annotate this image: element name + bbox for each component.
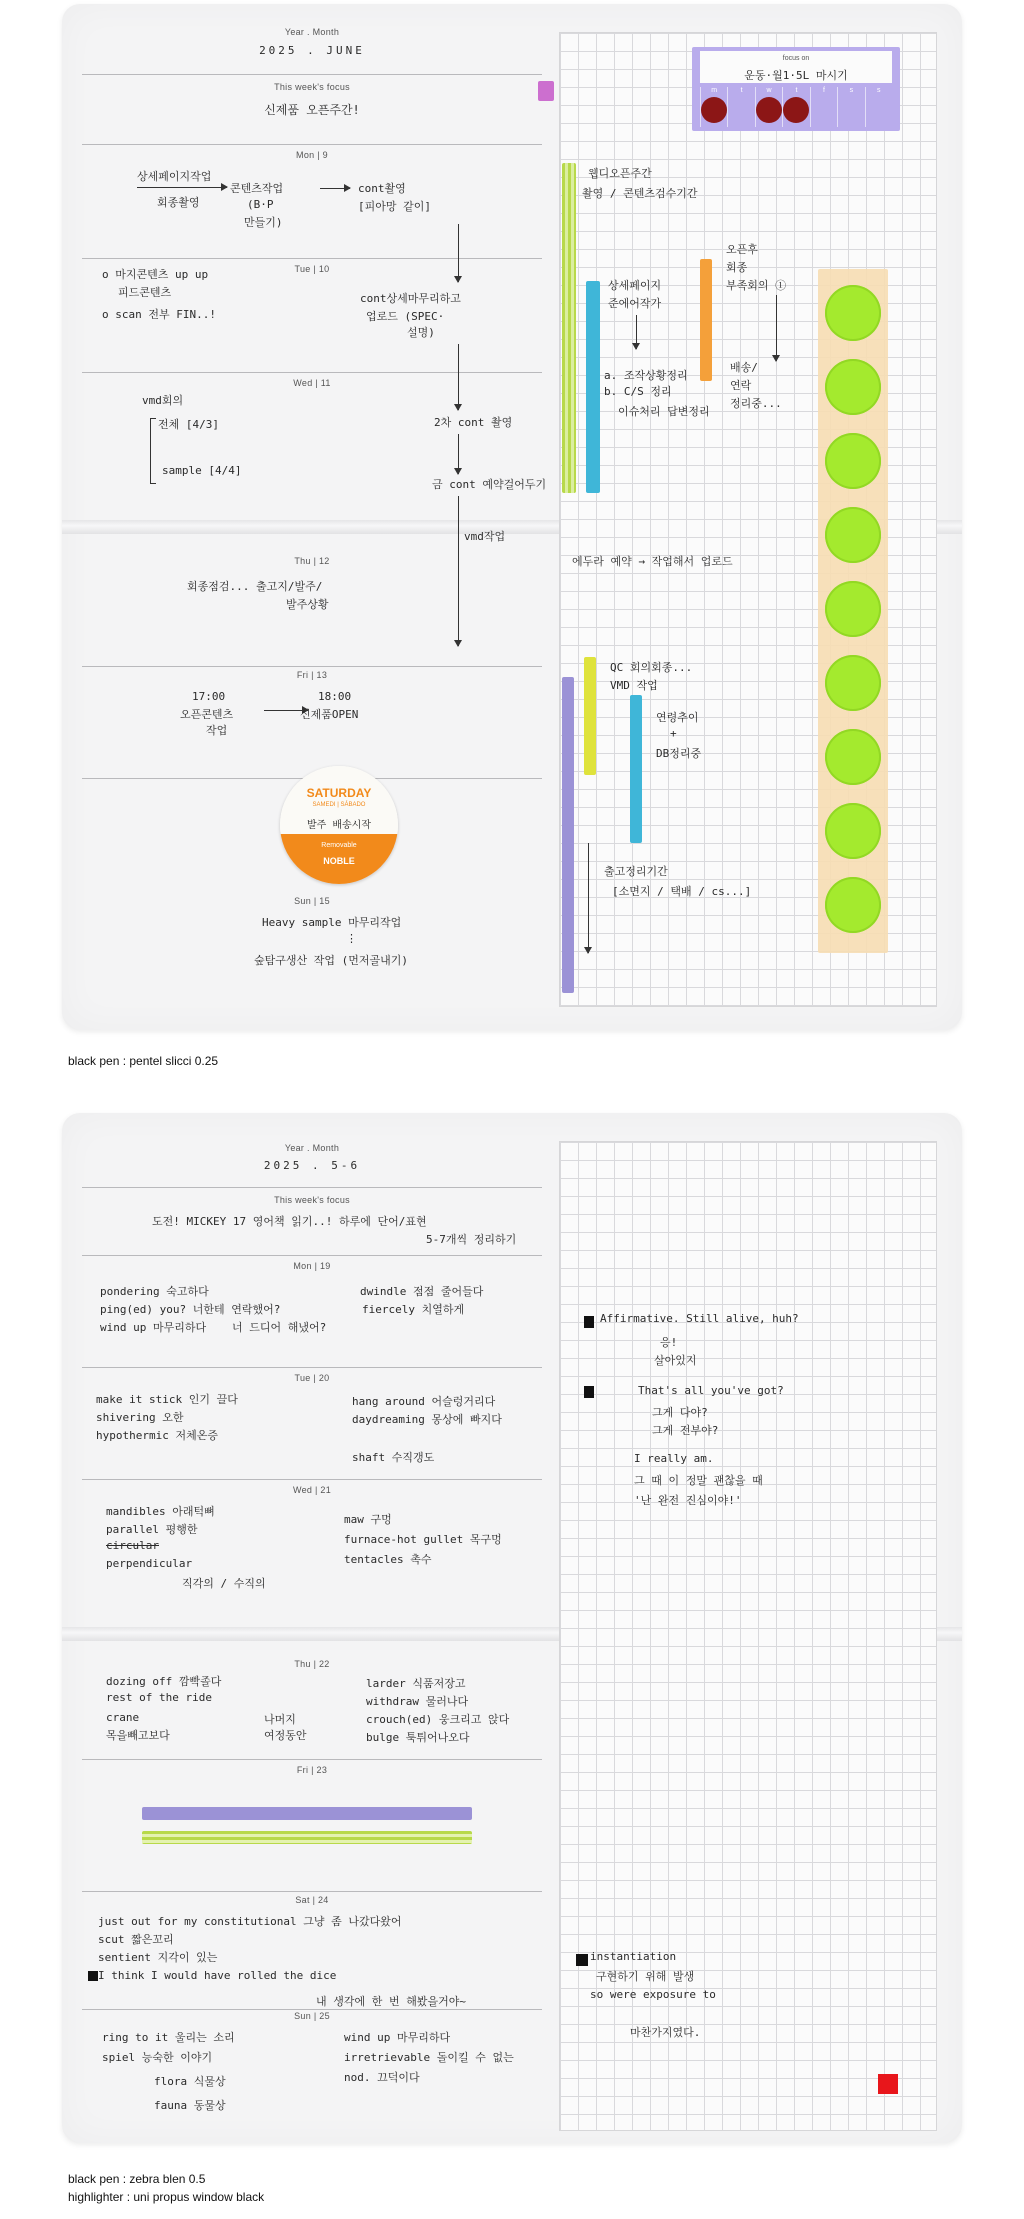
orange-tape (700, 259, 712, 381)
blue-tape (586, 281, 600, 493)
grid-note: 회종 (726, 261, 748, 274)
note: withdraw 물러나다 (366, 1695, 469, 1708)
grid-column (559, 32, 937, 1007)
note: irretrievable 돌이킬 수 없는 (344, 2051, 514, 2064)
focus-card (692, 47, 900, 131)
grid-note: 그게 전부야? (652, 1424, 719, 1437)
grid-note: 배송/ (730, 361, 758, 374)
focus-card-day-label: s (865, 87, 892, 127)
note: flora 식물상 (154, 2075, 226, 2088)
day-label-tue: Tue | 10 (294, 264, 330, 274)
lime-highlight-tape (142, 1831, 472, 1844)
grid-note: VMD 작업 (610, 679, 658, 692)
pink-tape (538, 81, 554, 101)
focus-card-day-label: t (727, 87, 754, 127)
focus-text: 도전! MICKEY 17 영어책 읽기..! 하루에 단어/표현 (152, 1215, 427, 1228)
focus-card-day-label: f (810, 87, 837, 127)
grid-note: [소면지 / 택배 / cs...] (612, 885, 752, 898)
note: spiel 능숙한 이야기 (102, 2051, 213, 2064)
note: o scan 전부 FIN..! (102, 308, 216, 321)
note: wind up 마무리하다 (344, 2031, 451, 2044)
arrow (137, 187, 227, 188)
note: ping(ed) you? 너한테 연락했어? (100, 1303, 281, 1316)
focus-card-days (700, 87, 892, 127)
divider (82, 74, 542, 75)
note: circular (106, 1539, 159, 1552)
note: 회종촬영 (157, 196, 200, 209)
focus-label: This week's focus (274, 82, 350, 92)
note: hypothermic 저체온증 (96, 1429, 218, 1442)
note: maw 구멍 (344, 1513, 392, 1526)
note: make it stick 인기 끌다 (96, 1393, 238, 1406)
focus-card-day-label: m (700, 87, 727, 127)
grid-note: 준에어작가 (608, 297, 662, 310)
arrow (458, 434, 459, 474)
note: parallel 평행한 (106, 1523, 198, 1536)
focus-card-text: 운동·월1·5L 마시기 (744, 69, 848, 82)
divider (82, 1759, 542, 1760)
red-square-marker (878, 2074, 898, 2094)
planner-photo-week-may (62, 1113, 962, 2143)
note: 오픈콘텐츠 (180, 708, 234, 721)
grid-note: 그 때 이 정말 괜찮을 때 (634, 1474, 763, 1487)
daily-column (82, 4, 552, 1030)
focus-card-day-label: w (755, 87, 782, 127)
divider (82, 1255, 542, 1256)
sticker-hand: 발주 배송시작 (307, 820, 371, 831)
note: wind up 마무리하다 (100, 1321, 207, 1334)
note: I think I would have rolled the dice (98, 1969, 337, 1982)
divider (82, 1187, 542, 1188)
divider (82, 1479, 542, 1480)
note: 내 생각에 한 번 해봤을거야~ (316, 1995, 466, 2008)
arrow (776, 295, 777, 361)
note: vmd회의 (142, 394, 184, 407)
focus-card-day-label: t (782, 87, 809, 127)
grid-note: 이슈처리 답변정리 (618, 405, 710, 418)
green-dot-sticker (825, 507, 881, 563)
note: cont상세마무리하고 (360, 292, 461, 305)
note: 피드콘텐츠 (118, 286, 172, 299)
note: vmd작업 (464, 530, 506, 543)
grid-note: 출고정리기간 (604, 865, 668, 878)
purple-highlight-tape (142, 1807, 472, 1820)
year-month-value: 2025 . JUNE (259, 44, 365, 57)
sticker-subtitle: SAMEDI | SÁBADO (312, 802, 366, 808)
arrow (458, 224, 459, 282)
grid-note: 그게 다야? (652, 1406, 708, 1419)
day-label-sat: Sat | 24 (295, 1895, 329, 1905)
note: hang around 어슬렁거리다 (352, 1395, 496, 1408)
note: shaft 수직갱도 (352, 1451, 435, 1464)
green-dot-sticker (825, 803, 881, 859)
grid-note: 에두라 예약 → 작업해서 업로드 (572, 555, 733, 568)
green-dot-sticker (825, 877, 881, 933)
focus-card-day-label: s (837, 87, 864, 127)
note: bulge 툭튀어나오다 (366, 1731, 470, 1744)
grid-note: 구현하기 위해 발생 (596, 1970, 695, 1983)
grid-note: 정리중... (730, 397, 782, 410)
check-dot (783, 97, 809, 123)
grid-note: b. C/S 정리 (604, 385, 672, 398)
arrow (636, 315, 637, 349)
note: fauna 동물상 (154, 2099, 226, 2112)
note: shivering 오한 (96, 1411, 184, 1424)
grid-note: 연락 (730, 379, 752, 392)
grid-note: 부족회의 ① (726, 279, 787, 292)
note: (B·P (247, 198, 274, 211)
green-dot-sticker (825, 729, 881, 785)
purple-tape (562, 677, 574, 993)
day-label-sun: Sun | 25 (294, 2011, 330, 2021)
note: furnace-hot gullet 목구멍 (344, 1533, 502, 1546)
grid-note: instantiation (590, 1950, 677, 1963)
note: mandibles 아래턱뼈 (106, 1505, 215, 1518)
caption-page2-line2: highlighter : uni propus window black (68, 2190, 265, 2204)
note: 여정동안 (264, 1729, 307, 1742)
bracket (150, 418, 156, 484)
divider (82, 372, 542, 373)
grid-note: 마찬가지였다. (630, 2026, 701, 2039)
grid-note: 연령추이 (656, 711, 699, 724)
note: dwindle 점점 줄어들다 (360, 1285, 484, 1298)
note: 너 드디어 해냈어? (232, 1321, 327, 1334)
note: [피아망 같이] (358, 200, 431, 213)
note: 2차 cont 촬영 (434, 416, 513, 429)
day-label-fri: Fri | 23 (296, 1765, 328, 1775)
check-dot (756, 97, 782, 123)
planner-photo-week-june (62, 4, 962, 1030)
day-label-thu: Thu | 12 (294, 556, 330, 566)
bullet-marker (584, 1386, 594, 1398)
note: 업로드 (SPEC· (366, 310, 445, 323)
caption-page1: black pen : pentel slicci 0.25 (68, 1054, 219, 1068)
green-dot-sticker (825, 433, 881, 489)
bullet-marker (88, 1971, 98, 1981)
note: larder 식품저장고 (366, 1677, 466, 1690)
note: fiercely 치열하게 (362, 1303, 465, 1316)
note: 콘텐츠작업 (230, 182, 284, 195)
note: 직각의 / 수직의 (182, 1577, 266, 1590)
grid-column (559, 1141, 937, 2131)
note: 회종점검... 출고지/발주/ (187, 580, 323, 593)
bullet-marker (584, 1316, 594, 1328)
yellow-tape (584, 657, 596, 775)
grid-note: 오픈후 (726, 243, 758, 256)
grid-note: 살아있지 (654, 1354, 697, 1367)
note: 18:00 (318, 690, 352, 703)
focus-text-2: 5-7개씩 정리하기 (426, 1233, 517, 1246)
green-dot-sticker (825, 359, 881, 415)
note: tentacles 촉수 (344, 1553, 432, 1566)
divider (82, 2009, 542, 2010)
daily-column (82, 1113, 552, 2143)
note: 17:00 (192, 690, 226, 703)
note: ring to it 울리는 소리 (102, 2031, 235, 2044)
check-dot (701, 97, 727, 123)
arrow (458, 344, 459, 410)
grid-note: DB정리중 (656, 747, 702, 760)
day-label-thu: Thu | 22 (294, 1659, 330, 1669)
note: 숲탐구생산 작업 (먼저골내기) (254, 954, 409, 967)
note: cont촬영 (358, 182, 406, 195)
note: perpendicular (106, 1557, 193, 1570)
grid-note: QC 회의회종... (610, 661, 693, 674)
divider (82, 1891, 542, 1892)
note: scut 짧은꼬리 (98, 1933, 174, 1946)
note: sentient 지각이 있는 (98, 1951, 218, 1964)
divider (82, 144, 542, 145)
note: o 마지콘텐츠 up up (102, 268, 209, 281)
note: 만들기) (244, 216, 283, 229)
note: ⋮ (346, 932, 357, 945)
grid-note: Affirmative. Still alive, huh? (600, 1312, 799, 1325)
day-label-mon: Mon | 19 (293, 1261, 331, 1271)
note: 전체 [4/3] (158, 418, 219, 431)
note: 나머지 (264, 1713, 296, 1726)
grid-note: 상세페이지 (608, 279, 662, 292)
year-month-value: 2025 . 5-6 (263, 1159, 361, 1172)
divider (82, 666, 542, 667)
day-label-mon: Mon | 9 (296, 150, 328, 160)
year-month-label: Year . Month (284, 27, 340, 37)
arrow (320, 188, 350, 189)
grid-note: 웹디오픈주간 (588, 167, 652, 180)
focus-label: This week's focus (274, 1195, 350, 1205)
lime-tape (562, 163, 576, 493)
note: just out for my constitutional 그냥 좀 나갔다왔어 (98, 1915, 402, 1928)
note: daydreaming 몽상에 빠지다 (352, 1413, 502, 1426)
arrow (588, 843, 589, 953)
bullet-marker (576, 1954, 588, 1966)
grid-note: 촬영 / 콘텐츠검수기간 (582, 187, 698, 200)
grid-note: + (670, 727, 677, 740)
sticker-title: SATURDAY (306, 786, 372, 800)
focus-card-label: focus on (782, 55, 810, 62)
saturday-sticker (280, 766, 398, 884)
day-label-fri: Fri | 13 (296, 670, 328, 680)
note: 발주상황 (286, 598, 329, 611)
grid-note: so were exposure to (590, 1988, 716, 2001)
note: 목을빼고보다 (106, 1729, 170, 1742)
green-dot-sticker (825, 655, 881, 711)
divider (82, 258, 542, 259)
note: rest of the ride (106, 1691, 212, 1704)
note: Heavy sample 마무리작업 (262, 916, 402, 929)
note: dozing off 깜빡졸다 (106, 1675, 222, 1688)
note: 설명) (407, 326, 435, 339)
blue-tape-2 (630, 695, 642, 843)
grid-note: I really am. (634, 1452, 714, 1465)
grid-note: a. 조작상황정리 (604, 369, 688, 382)
year-month-label: Year . Month (284, 1143, 340, 1153)
divider (82, 1367, 542, 1368)
green-dot-sticker (825, 581, 881, 637)
note: sample [4/4] (162, 464, 242, 477)
grid-note: 응! (660, 1336, 678, 1349)
day-label-wed: Wed | 21 (292, 1485, 332, 1495)
sticker-brand: NOBLE (323, 856, 355, 866)
focus-text: 신제품 오픈주간! (264, 103, 360, 117)
sticker-removable: Removable (321, 842, 357, 849)
arrow (458, 496, 459, 646)
note: nod. 끄덕이다 (344, 2071, 420, 2084)
grid-note: That's all you've got? (638, 1384, 784, 1397)
note: 작업 (206, 724, 228, 737)
note: 신제품OPEN (300, 708, 359, 721)
note: crane (106, 1711, 140, 1724)
note: pondering 숙고하다 (100, 1285, 209, 1298)
day-label-wed: Wed | 11 (293, 378, 331, 388)
grid-note: '난 완전 진심이야!' (634, 1494, 742, 1507)
green-dot-sticker (825, 285, 881, 341)
day-label-sun: Sun | 15 (294, 896, 330, 906)
caption-page2-line1: black pen : zebra blen 0.5 (68, 2172, 206, 2186)
day-label-tue: Tue | 20 (294, 1373, 330, 1383)
note: crouch(ed) 웅크리고 앉다 (366, 1713, 510, 1726)
note: 금 cont 예약걸어두기 (432, 478, 547, 491)
note: 상세페이지작업 (137, 170, 212, 183)
